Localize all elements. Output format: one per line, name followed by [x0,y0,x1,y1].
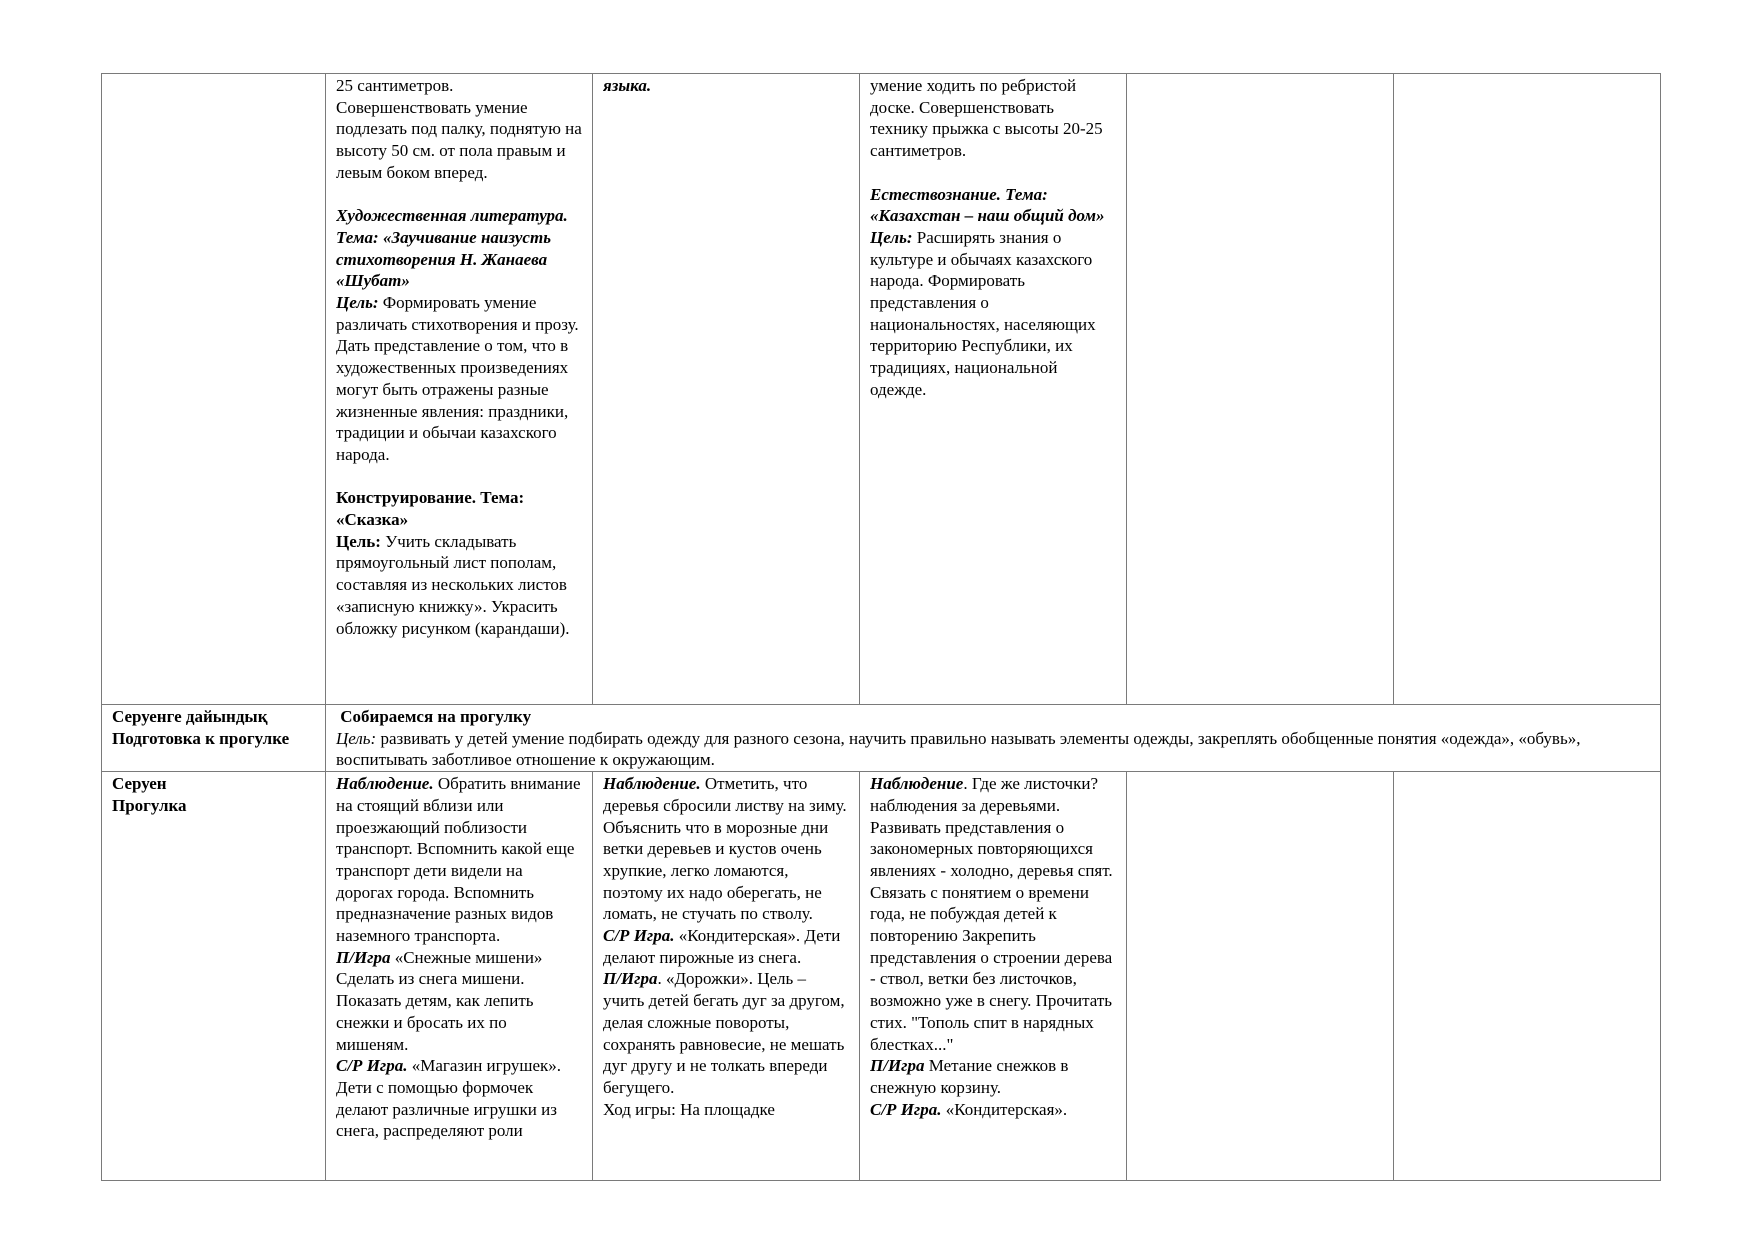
prep-content [326,705,1661,772]
walk-label-ru: Прогулка [112,795,187,815]
lit-goal-text: Формировать умение различать стихотворения и прозу. Дать представление о том, что в художественных произведениях могут быть отражены разные жизненные явления: праздники, традиции и обычаи казахского народа. [336,293,579,464]
walk3-game2-text: . «Дорожки». Цель – учить детей бегать дуг за другом, делая сложные повороты, сохранять равновесие, не мешать дуг другу и не толкать впереди бегущего. [603,969,845,1097]
walk2-game2-text: «Магазин игрушек». Дети с помощью формочек делают различные игрушки из снега, распределяют роли [336,1056,562,1141]
col4-intro: умение ходить по ребристой доске. Совершенствовать технику прыжка с высоты 20-25 сантиметров. [870,76,1103,161]
activities-cell-col3 [593,74,860,705]
walk-cell-col2 [326,772,593,1181]
walk4-obs-label: Наблюдение [870,774,964,794]
walk3-obs-label: Наблюдение. [603,774,701,794]
walk4-game2-text: «Кондитерская». [941,1099,1068,1119]
walk2-obs-label: Наблюдение. [336,774,434,794]
activities-cell-col2 [326,74,593,705]
col3-text: языка. [603,76,652,95]
walk-cell-col5 [1127,772,1394,1181]
nat-heading: Естествознание. Тема: «Казахстан – наш общий дом» [870,184,1105,226]
walk-cell-col3 [593,772,860,1181]
plan-table [101,73,1661,1181]
walk4-game1-text: Метание снежков в снежную корзину. [870,1056,1069,1097]
activities-cell-col5 [1127,74,1394,705]
walk3-game1-text: «Кондитерская». Дети делают пирожные из снега. [603,926,841,967]
walk2-game2-label: С/Р Игра. [336,1056,408,1076]
prep-label-kz: Серуенге дайындық [112,707,268,726]
constr-goal-text: Учить складывать прямоугольный лист пополам, составляя из нескольких листов «записную книжку». Украсить обложку рисунком (карандаши). [336,531,570,638]
prep-row [102,705,1661,772]
walk4-obs-text: . Где же листочки? наблюдения за деревьями. Развивать представления о закономерных повторяющихся явлениях - холодно, деревья спят. Связать с понятием о времени года, не побуждая детей к повторению Закрепить представления о строении дерева - ствол, ветки без листочков, возможно уже в снегу. Прочитать стих. "Тополь спит в нарядных блестках..." [870,774,1113,1054]
walk3-course-text: Ход игры: На площадке [603,1099,775,1119]
activities-cell-col4 [860,74,1127,705]
nat-goal-label: Цель: [870,227,913,247]
lit-heading: Художественная литература. Тема: «Заучивание наизусть стихотворения Н. Жанаева «Шубат» [336,206,568,291]
walk3-obs-text: Отметить, что деревья сбросили листву на зиму. Объяснить что в морозные дни ветки деревьев и кустов очень хрупкие, легко ломаются, поэтому их надо оберегать, не ломать, не стучать по стволу. [603,774,847,924]
walk2-obs-text: Обратить внимание на стоящий вблизи или проезжающий поблизости транспорт. Вспомнить какой еще транспорт дети видели на дорогах города. Вспомнить предназначение разных видов наземного транспорта. [336,774,581,946]
prep-label-ru: Подготовка к прогулке [112,728,290,748]
walk-row-label [102,772,326,1181]
walk4-game2-label: С/Р Игра. [870,1099,942,1119]
lit-goal-label: Цель: [336,293,379,313]
walk4-game1-label: П/Игра [870,1056,925,1076]
walk3-game2-label: П/Игра [603,969,658,989]
walk3-game1-label: С/Р Игра. [603,926,675,946]
prep-title: Собираемся на прогулку [340,707,532,726]
walk-row [102,772,1661,1181]
row-label-empty [102,74,326,705]
nat-goal-text: Расширять знания о культуре и обычаях казахского народа. Формировать представления о национальностях, населяющих территорию Республики, их традициях, национальной одежде. [870,227,1096,399]
walk-cell-col4 [860,772,1127,1181]
prep-row-label [102,705,326,772]
prep-goal-label: Цель: [336,728,377,748]
walk2-game1-text: «Снежные мишени» Сделать из снега мишени. Показать детям, как лепить снежки и бросать их по мишеням. [336,947,543,1054]
walk-label-kz: Серуен [112,774,167,794]
walk2-game1-label: П/Игра [336,947,391,967]
constr-heading: Конструирование. Тема: «Сказка» [336,488,525,530]
walk-cell-col6 [1394,772,1661,1181]
activities-row [102,74,1661,705]
prep-goal-text: развивать у детей умение подбирать одежду для разного сезона, научить правильно называть элементы одежды, закреплять обобщенные понятия «одежда», «обувь», воспитывать заботливое отношение к окружающим. [336,728,1581,770]
constr-goal-label: Цель: [336,531,381,551]
col2-intro: 25 сантиметров. Совершенствовать умение подлезать под палку, поднятую на высоту 50 см. от пола правым и левым боком вперед. [336,76,582,182]
activities-cell-col6 [1394,74,1661,705]
